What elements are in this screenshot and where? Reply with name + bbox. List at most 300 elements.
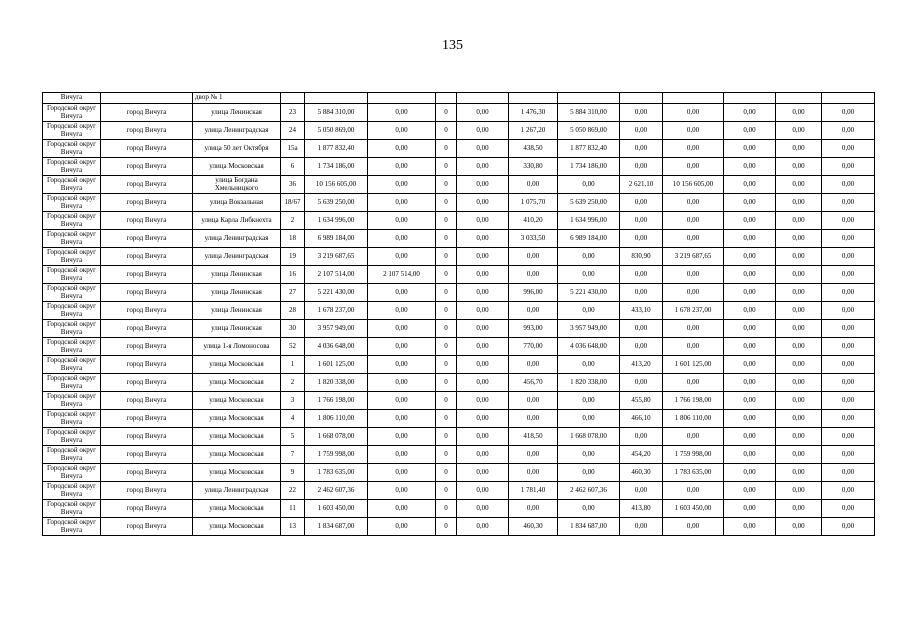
cell-area-col-7: 454,20	[620, 446, 663, 464]
cell-area-col-7: 0,00	[620, 374, 663, 392]
cell-house-number: 5	[281, 428, 305, 446]
cell-cost-col-4: 0,00	[457, 356, 509, 374]
cell-area-col-5: 0,00	[509, 176, 558, 194]
cell-cost-col-11: 0,00	[822, 176, 875, 194]
cell-total-cost: 1 759 998,00	[305, 446, 368, 464]
cell: двор № 1	[193, 93, 281, 104]
cell-municipality: Городской округ Вичуга	[43, 320, 101, 338]
cell-cost-col-10: 0,00	[776, 410, 822, 428]
cell	[558, 93, 620, 104]
cell-house-number: 4	[281, 410, 305, 428]
cell-cost-col-6: 0,00	[558, 248, 620, 266]
cell-cost-col-8: 0,00	[663, 428, 724, 446]
cell-street: улица Ленинская	[193, 284, 281, 302]
table-row	[43, 428, 875, 446]
cell-area-col-5: 0,00	[509, 356, 558, 374]
cell-cost-col-2: 0,00	[368, 392, 436, 410]
cell-cost-col-9: 0,00	[724, 410, 776, 428]
cell-cost-col-8: 0,00	[663, 230, 724, 248]
cell-area-col-7: 0,00	[620, 482, 663, 500]
cell-municipality: Городской округ Вичуга	[43, 446, 101, 464]
cell-cost-col-11: 0,00	[822, 356, 875, 374]
cell-area-col-7: 0,00	[620, 104, 663, 122]
cell-area-col-5: 1 476,30	[509, 104, 558, 122]
cell-municipality: Городской округ Вичуга	[43, 464, 101, 482]
cell-cost-col-8: 10 156 605,00	[663, 176, 724, 194]
cell-settlement: город Вичуга	[101, 176, 193, 194]
cell-settlement: город Вичуга	[101, 248, 193, 266]
cell-count-col-3: 0	[436, 194, 457, 212]
cell-area-col-5: 0,00	[509, 410, 558, 428]
cell-count-col-3: 0	[436, 410, 457, 428]
cell-cost-col-11: 0,00	[822, 284, 875, 302]
cell-cost-col-8: 1 783 635,00	[663, 464, 724, 482]
cell-settlement: город Вичуга	[101, 122, 193, 140]
cell-cost-col-9: 0,00	[724, 464, 776, 482]
cell-cost-col-9: 0,00	[724, 338, 776, 356]
cell-total-cost: 1 601 125,00	[305, 356, 368, 374]
cell-cost-col-8: 0,00	[663, 284, 724, 302]
cell-street: улица Ленинградская	[193, 122, 281, 140]
cell-cost-col-2: 0,00	[368, 338, 436, 356]
cell-cost-col-11: 0,00	[822, 104, 875, 122]
cell-cost-col-2: 0,00	[368, 140, 436, 158]
cell-cost-col-8: 0,00	[663, 320, 724, 338]
cell-cost-col-8: 0,00	[663, 518, 724, 536]
cell-total-cost: 5 639 250,00	[305, 194, 368, 212]
cell-count-col-3: 0	[436, 104, 457, 122]
cell-municipality: Городской округ Вичуга	[43, 428, 101, 446]
cell-cost-col-4: 0,00	[457, 410, 509, 428]
cell-count-col-3: 0	[436, 320, 457, 338]
table-row	[43, 464, 875, 482]
cell-cost-col-8: 0,00	[663, 140, 724, 158]
cell-house-number: 2	[281, 212, 305, 230]
cell-house-number: 52	[281, 338, 305, 356]
cell-area-col-7: 0,00	[620, 428, 663, 446]
cell-cost-col-2: 0,00	[368, 446, 436, 464]
cell-area-col-7: 0,00	[620, 212, 663, 230]
continuation-row	[43, 93, 875, 104]
cell-area-col-7: 460,30	[620, 464, 663, 482]
cell-cost-col-10: 0,00	[776, 266, 822, 284]
cell-count-col-3: 0	[436, 392, 457, 410]
cell-area-col-5: 1 267,20	[509, 122, 558, 140]
cell-total-cost: 5 221 430,00	[305, 284, 368, 302]
cell-cost-col-6: 0,00	[558, 464, 620, 482]
cell-cost-col-11: 0,00	[822, 122, 875, 140]
cell-cost-col-10: 0,00	[776, 158, 822, 176]
cell	[724, 93, 776, 104]
cell-cost-col-6: 1 734 186,00	[558, 158, 620, 176]
cell-settlement: город Вичуга	[101, 356, 193, 374]
table-row	[43, 302, 875, 320]
cell-cost-col-4: 0,00	[457, 176, 509, 194]
cell-area-col-5: 330,80	[509, 158, 558, 176]
cell	[436, 93, 457, 104]
cell-municipality: Городской округ Вичуга	[43, 104, 101, 122]
cell-cost-col-2: 0,00	[368, 464, 436, 482]
cell-cost-col-6: 1 820 338,00	[558, 374, 620, 392]
cell-settlement: город Вичуга	[101, 482, 193, 500]
cell-cost-col-11: 0,00	[822, 446, 875, 464]
cell-cost-col-2: 0,00	[368, 158, 436, 176]
cell-house-number: 27	[281, 284, 305, 302]
cell-cost-col-2: 0,00	[368, 374, 436, 392]
cell-area-col-7: 0,00	[620, 158, 663, 176]
cell-settlement: город Вичуга	[101, 104, 193, 122]
cell	[457, 93, 509, 104]
cell-area-col-5: 0,00	[509, 500, 558, 518]
cell-cost-col-9: 0,00	[724, 248, 776, 266]
cell-cost-col-9: 0,00	[724, 104, 776, 122]
cell-total-cost: 4 036 648,00	[305, 338, 368, 356]
cell-settlement: город Вичуга	[101, 500, 193, 518]
cell-total-cost: 1 806 110,00	[305, 410, 368, 428]
cell-cost-col-8: 0,00	[663, 122, 724, 140]
cell-cost-col-9: 0,00	[724, 356, 776, 374]
cell-cost-col-10: 0,00	[776, 518, 822, 536]
cell-total-cost: 5 050 869,00	[305, 122, 368, 140]
cell-cost-col-9: 0,00	[724, 446, 776, 464]
cell-cost-col-8: 0,00	[663, 338, 724, 356]
cell-street: улица Ленинградская	[193, 230, 281, 248]
cell-count-col-3: 0	[436, 374, 457, 392]
cell-street: улица Московская	[193, 518, 281, 536]
cell-settlement: город Вичуга	[101, 374, 193, 392]
cell-count-col-3: 0	[436, 338, 457, 356]
cell-total-cost: 2 462 607,36	[305, 482, 368, 500]
cell-settlement: город Вичуга	[101, 392, 193, 410]
cell-cost-col-2: 0,00	[368, 428, 436, 446]
cell-settlement: город Вичуга	[101, 410, 193, 428]
cell-cost-col-10: 0,00	[776, 248, 822, 266]
cell-cost-col-10: 0,00	[776, 140, 822, 158]
cell-area-col-5: 0,00	[509, 392, 558, 410]
table-row	[43, 320, 875, 338]
table-row	[43, 230, 875, 248]
cell-cost-col-10: 0,00	[776, 104, 822, 122]
cell-cost-col-2: 0,00	[368, 284, 436, 302]
cell-total-cost: 2 107 514,00	[305, 266, 368, 284]
cell-cost-col-10: 0,00	[776, 428, 822, 446]
cell-count-col-3: 0	[436, 302, 457, 320]
cell-area-col-5: 0,00	[509, 464, 558, 482]
cell-cost-col-9: 0,00	[724, 302, 776, 320]
cell-cost-col-4: 0,00	[457, 284, 509, 302]
cell-municipality: Городской округ Вичуга	[43, 482, 101, 500]
cell-cost-col-8: 3 219 687,65	[663, 248, 724, 266]
cell-area-col-5: 1 075,70	[509, 194, 558, 212]
cell-municipality: Городской округ Вичуга	[43, 140, 101, 158]
cell-municipality: Городской округ Вичуга	[43, 302, 101, 320]
cell-area-col-5: 438,50	[509, 140, 558, 158]
cell-total-cost: 1 634 996,00	[305, 212, 368, 230]
cell-count-col-3: 0	[436, 428, 457, 446]
cell-area-col-5: 996,00	[509, 284, 558, 302]
cell-municipality: Городской округ Вичуга	[43, 266, 101, 284]
cell-cost-col-2: 0,00	[368, 518, 436, 536]
cell-cost-col-2: 2 107 514,00	[368, 266, 436, 284]
cell-cost-col-8: 0,00	[663, 266, 724, 284]
cell-cost-col-11: 0,00	[822, 302, 875, 320]
table-row	[43, 392, 875, 410]
cell-total-cost: 6 989 184,00	[305, 230, 368, 248]
cell-cost-col-4: 0,00	[457, 140, 509, 158]
cell-municipality: Городской округ Вичуга	[43, 122, 101, 140]
cell-settlement: город Вичуга	[101, 212, 193, 230]
cell-area-col-5: 0,00	[509, 266, 558, 284]
cell-cost-col-4: 0,00	[457, 266, 509, 284]
cell-area-col-7: 0,00	[620, 230, 663, 248]
cell-area-col-7: 413,20	[620, 356, 663, 374]
cell-area-col-7: 466,10	[620, 410, 663, 428]
cell	[822, 93, 875, 104]
cell	[509, 93, 558, 104]
cell-street: улица Ленинская	[193, 266, 281, 284]
cell-cost-col-4: 0,00	[457, 230, 509, 248]
cell-cost-col-8: 0,00	[663, 104, 724, 122]
cell-street: улица Московская	[193, 158, 281, 176]
cell-municipality: Городской округ Вичуга	[43, 392, 101, 410]
cell-cost-col-8: 0,00	[663, 212, 724, 230]
cell-total-cost: 1 668 078,00	[305, 428, 368, 446]
cell-area-col-7: 433,10	[620, 302, 663, 320]
cell-cost-col-10: 0,00	[776, 284, 822, 302]
cell-cost-col-11: 0,00	[822, 266, 875, 284]
cell-settlement: город Вичуга	[101, 194, 193, 212]
cell	[368, 93, 436, 104]
cell-area-col-5: 770,00	[509, 338, 558, 356]
cell-cost-col-6: 0,00	[558, 356, 620, 374]
cell-count-col-3: 0	[436, 284, 457, 302]
cell-cost-col-10: 0,00	[776, 320, 822, 338]
cell-cost-col-2: 0,00	[368, 302, 436, 320]
cell-area-col-5: 0,00	[509, 302, 558, 320]
cell-cost-col-9: 0,00	[724, 122, 776, 140]
cell	[620, 93, 663, 104]
cell-street: улица Московская	[193, 356, 281, 374]
cell	[281, 93, 305, 104]
cell-area-col-7: 455,80	[620, 392, 663, 410]
cell-cost-col-6: 3 957 949,00	[558, 320, 620, 338]
table-row	[43, 446, 875, 464]
cell-area-col-5: 460,30	[509, 518, 558, 536]
housing-registry-table	[42, 92, 875, 536]
cell-total-cost: 5 884 310,00	[305, 104, 368, 122]
cell-cost-col-4: 0,00	[457, 482, 509, 500]
cell-cost-col-9: 0,00	[724, 428, 776, 446]
cell-municipality: Городской округ Вичуга	[43, 176, 101, 194]
cell-cost-col-4: 0,00	[457, 248, 509, 266]
cell-cost-col-2: 0,00	[368, 410, 436, 428]
cell-area-col-7: 0,00	[620, 518, 663, 536]
table-row	[43, 338, 875, 356]
cell-cost-col-10: 0,00	[776, 374, 822, 392]
cell-cost-col-11: 0,00	[822, 518, 875, 536]
cell-cost-col-10: 0,00	[776, 122, 822, 140]
cell-count-col-3: 0	[436, 140, 457, 158]
cell-cost-col-11: 0,00	[822, 230, 875, 248]
table-row	[43, 410, 875, 428]
cell-cost-col-9: 0,00	[724, 212, 776, 230]
table-row	[43, 518, 875, 536]
cell-settlement: город Вичуга	[101, 158, 193, 176]
cell-cost-col-9: 0,00	[724, 284, 776, 302]
cell-cost-col-6: 0,00	[558, 500, 620, 518]
cell-cost-col-11: 0,00	[822, 464, 875, 482]
cell-cost-col-10: 0,00	[776, 464, 822, 482]
cell-cost-col-8: 0,00	[663, 482, 724, 500]
cell-area-col-7: 0,00	[620, 266, 663, 284]
cell-cost-col-4: 0,00	[457, 500, 509, 518]
cell-cost-col-4: 0,00	[457, 464, 509, 482]
table-row	[43, 140, 875, 158]
cell-house-number: 23	[281, 104, 305, 122]
cell-street: улица Московская	[193, 500, 281, 518]
cell-count-col-3: 0	[436, 464, 457, 482]
cell-house-number: 6	[281, 158, 305, 176]
cell-cost-col-9: 0,00	[724, 320, 776, 338]
table-row	[43, 482, 875, 500]
cell-municipality: Городской округ Вичуга	[43, 158, 101, 176]
cell-settlement: город Вичуга	[101, 464, 193, 482]
cell-cost-col-6: 2 462 607,36	[558, 482, 620, 500]
table-row	[43, 104, 875, 122]
cell-street: улица Ленинградская	[193, 248, 281, 266]
cell-house-number: 7	[281, 446, 305, 464]
cell-area-col-7: 0,00	[620, 122, 663, 140]
cell-cost-col-4: 0,00	[457, 122, 509, 140]
cell-cost-col-9: 0,00	[724, 392, 776, 410]
cell-cost-col-6: 5 884 310,00	[558, 104, 620, 122]
cell-house-number: 13	[281, 518, 305, 536]
cell-house-number: 22	[281, 482, 305, 500]
table-row	[43, 176, 875, 194]
cell-street: улица Богдана Хмельницкого	[193, 176, 281, 194]
cell-street: улица Ленинградская	[193, 482, 281, 500]
cell-street: улица Московская	[193, 464, 281, 482]
cell-cost-col-6: 0,00	[558, 302, 620, 320]
cell-total-cost: 1 783 635,00	[305, 464, 368, 482]
cell-total-cost: 1 734 186,00	[305, 158, 368, 176]
cell-cost-col-11: 0,00	[822, 374, 875, 392]
cell-area-col-5: 418,50	[509, 428, 558, 446]
cell-cost-col-2: 0,00	[368, 356, 436, 374]
cell-cost-col-11: 0,00	[822, 248, 875, 266]
cell-cost-col-6: 0,00	[558, 410, 620, 428]
cell-cost-col-11: 0,00	[822, 392, 875, 410]
cell-cost-col-4: 0,00	[457, 302, 509, 320]
cell-count-col-3: 0	[436, 356, 457, 374]
cell-settlement: город Вичуга	[101, 266, 193, 284]
cell-cost-col-2: 0,00	[368, 230, 436, 248]
cell-cost-col-2: 0,00	[368, 176, 436, 194]
cell-area-col-5: 3 033,50	[509, 230, 558, 248]
cell-settlement: город Вичуга	[101, 518, 193, 536]
cell-house-number: 2	[281, 374, 305, 392]
cell-cost-col-4: 0,00	[457, 392, 509, 410]
cell-cost-col-8: 0,00	[663, 194, 724, 212]
cell-area-col-7: 830,90	[620, 248, 663, 266]
cell-street: улица Ленинская	[193, 320, 281, 338]
cell-cost-col-6: 5 221 430,00	[558, 284, 620, 302]
cell-municipality: Городской округ Вичуга	[43, 230, 101, 248]
cell-total-cost: 1 766 198,00	[305, 392, 368, 410]
cell-house-number: 28	[281, 302, 305, 320]
cell-municipality: Городской округ Вичуга	[43, 374, 101, 392]
cell-cost-col-6: 5 639 250,00	[558, 194, 620, 212]
cell-street: улица Ленинская	[193, 104, 281, 122]
cell-cost-col-6: 1 668 078,00	[558, 428, 620, 446]
cell-cost-col-6: 0,00	[558, 176, 620, 194]
cell-street: улица 50 лет Октября	[193, 140, 281, 158]
cell-cost-col-6: 0,00	[558, 266, 620, 284]
cell-settlement: город Вичуга	[101, 428, 193, 446]
cell-cost-col-6: 1 634 996,00	[558, 212, 620, 230]
cell-settlement: город Вичуга	[101, 140, 193, 158]
cell-cost-col-11: 0,00	[822, 140, 875, 158]
table-row	[43, 374, 875, 392]
cell-area-col-7: 0,00	[620, 284, 663, 302]
cell	[663, 93, 724, 104]
cell-cost-col-10: 0,00	[776, 194, 822, 212]
cell-cost-col-10: 0,00	[776, 302, 822, 320]
cell-settlement: город Вичуга	[101, 302, 193, 320]
cell-house-number: 36	[281, 176, 305, 194]
cell-cost-col-11: 0,00	[822, 320, 875, 338]
table-body	[43, 93, 875, 536]
cell-total-cost: 1 834 687,00	[305, 518, 368, 536]
cell-street: улица Московская	[193, 374, 281, 392]
cell-municipality: Городской округ Вичуга	[43, 518, 101, 536]
cell-cost-col-4: 0,00	[457, 374, 509, 392]
cell-area-col-7: 0,00	[620, 194, 663, 212]
cell-street: улица Вокзальная	[193, 194, 281, 212]
cell-cost-col-8: 1 678 237,00	[663, 302, 724, 320]
cell-cost-col-9: 0,00	[724, 194, 776, 212]
cell-cost-col-6: 1 877 832,40	[558, 140, 620, 158]
cell-area-col-7: 0,00	[620, 140, 663, 158]
cell-cost-col-2: 0,00	[368, 194, 436, 212]
cell-cost-col-6: 6 989 184,00	[558, 230, 620, 248]
cell-municipality: Городской округ Вичуга	[43, 194, 101, 212]
cell-cost-col-4: 0,00	[457, 104, 509, 122]
cell-cost-col-2: 0,00	[368, 212, 436, 230]
cell-area-col-5: 1 781,40	[509, 482, 558, 500]
cell-count-col-3: 0	[436, 446, 457, 464]
cell-settlement: город Вичуга	[101, 338, 193, 356]
cell-house-number: 19	[281, 248, 305, 266]
cell-municipality: Городской округ Вичуга	[43, 212, 101, 230]
table-row	[43, 158, 875, 176]
cell-count-col-3: 0	[436, 212, 457, 230]
cell-cost-col-8: 1 759 998,00	[663, 446, 724, 464]
cell-cost-col-9: 0,00	[724, 482, 776, 500]
cell-settlement: город Вичуга	[101, 320, 193, 338]
cell-municipality: Городской округ Вичуга	[43, 284, 101, 302]
cell-cost-col-4: 0,00	[457, 320, 509, 338]
cell-total-cost: 3 957 949,00	[305, 320, 368, 338]
cell-count-col-3: 0	[436, 122, 457, 140]
cell-cost-col-9: 0,00	[724, 158, 776, 176]
cell-street: улица Ленинская	[193, 302, 281, 320]
cell-settlement: город Вичуга	[101, 230, 193, 248]
cell-cost-col-11: 0,00	[822, 212, 875, 230]
cell-cost-col-8: 1 601 125,00	[663, 356, 724, 374]
cell-cost-col-8: 1 806 110,00	[663, 410, 724, 428]
cell-street: улица 1-я Ломоносова	[193, 338, 281, 356]
